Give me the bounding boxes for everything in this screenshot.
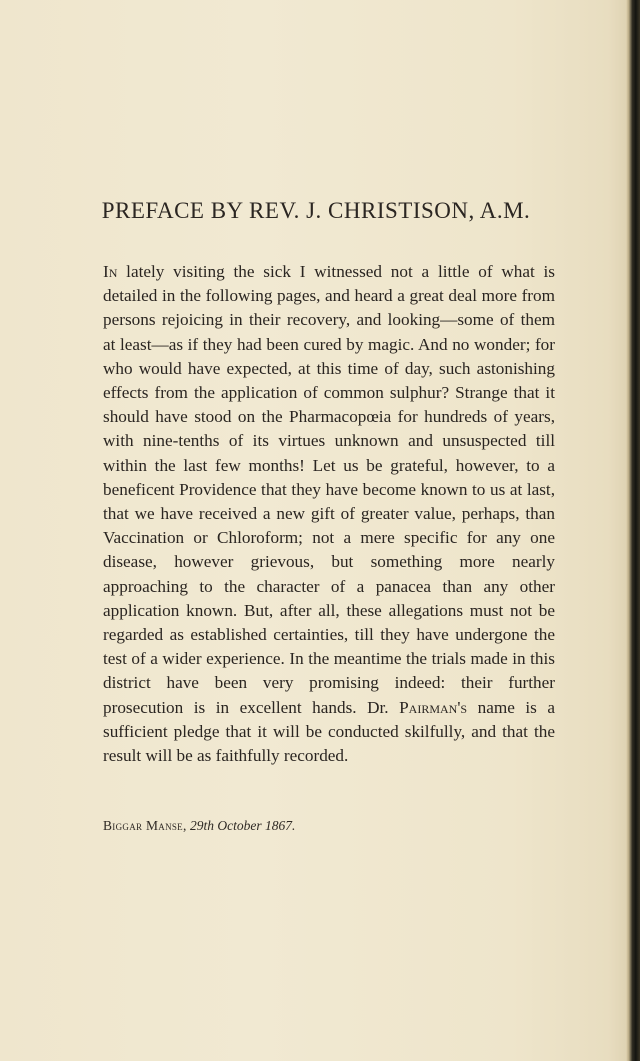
drop-word: In [103, 262, 118, 281]
page-title: PREFACE BY REV. J. CHRISTISON, A.M. [101, 198, 531, 223]
signoff-place: Biggar Manse, [103, 818, 187, 833]
author-name: Pairman's [399, 697, 468, 717]
book-spine-edge [626, 0, 640, 1061]
signoff [103, 818, 563, 834]
paragraph-text-1: lately visiting the sick I witnessed not a little of what is detailed in the following pages, and heard a great deal more from persons rejoicing in their recovery, and looking—some of them at least—as if they had been cured by magic. And no wonder; for who would have expected, at this time of day, such astonishing effects from the application of common sulphur? Strange that it should have stood on the Pharmacopœia for hundreds of years, with nine-tenths of its virtues unknown and unsuspected till within the last few months! Let us be grateful, however, to a beneficent Providence that they have become known to us at last, that we have received a new gift of greater value, perhaps, than Vaccination or Chloroform; not a mere specific for any one disease, however grievous, but something more nearly approaching to the character of a panacea than any other application known. But, after all, these allegations must not be regarded as established certainties, till they have undergone the test of a wider experience. In the meantime the trials made in this district have been very promising indeed: their further prosecution is in excellent hands. Dr. [103, 262, 555, 717]
signoff-date: 29th October 1867. [190, 818, 296, 833]
preface-paragraph [103, 260, 555, 768]
paragraph-text-2: name is a sufficient pledge that it will be conducted skilfully, and that the result will be as faithfully recorded. [103, 697, 555, 766]
